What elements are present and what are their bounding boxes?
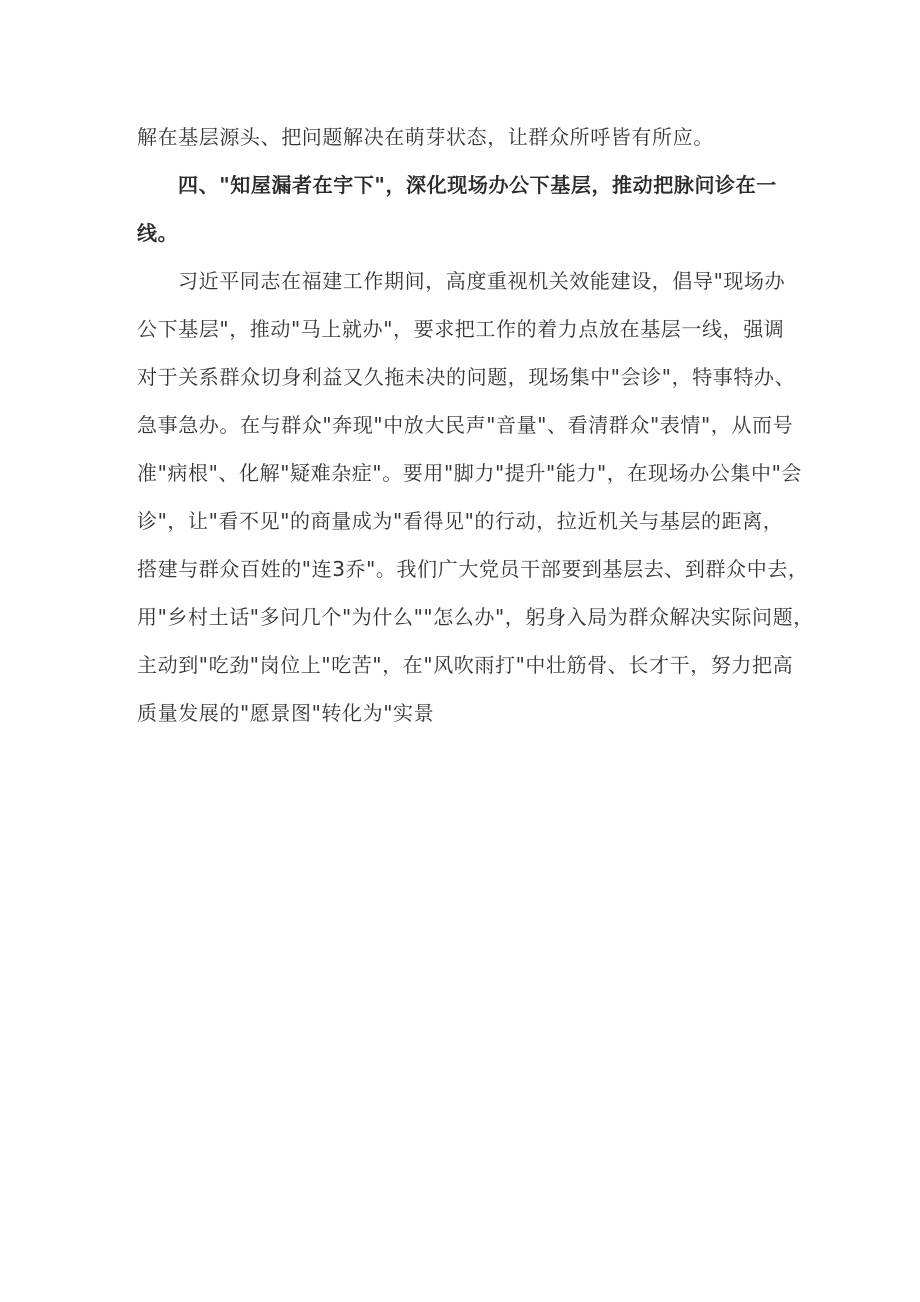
heading-line: 线。 <box>137 221 179 245</box>
body-paragraph <box>137 257 814 737</box>
paragraph-line: 对于关系群众切身利益又久拖未决的问题，现场集中"会诊"，特事特办、 <box>137 365 796 389</box>
paragraph-line: 质量发展的"愿景图"转化为"实景 <box>137 701 435 725</box>
paragraph-line: 解在基层源头、把问题解决在萌芽状态，让群众所呼皆有所应。 <box>137 125 714 149</box>
paragraph-line: 公下基层"，推动"马上就办"，要求把工作的着力点放在基层一线，强调 <box>137 317 785 341</box>
paragraph-line: 诊"，让"看不见"的商量成为"看得见"的行动，拉近机关与基层的距离， <box>137 509 784 533</box>
paragraph-line: 急事急办。在与群众"奔现"中放大民声"音量"、看清群众"表情"，从而号 <box>137 413 794 437</box>
paragraph-line: 主动到"吃劲"岗位上"吃苦"，在"风吹雨打"中壮筋骨、长才干，努力把高 <box>137 653 794 677</box>
heading-line: 四、"知屋漏者在宇下"，深化现场办公下基层，推动把脉问诊在一 <box>178 173 777 197</box>
section-heading <box>137 161 787 257</box>
paragraph-line: 习近平同志在福建工作期间，高度重视机关效能建设，倡导"现场办 <box>178 269 786 293</box>
previous-paragraph-tail <box>137 113 787 161</box>
paragraph-line: 搭建与群众百姓的"连3乔"。我们广大党员干部要到基层去、到群众中去， <box>137 557 809 581</box>
paragraph-line: 准"病根"、化解"疑难杂症"。要用"脚力"提升"能力"，在现场办公集中"会 <box>137 461 802 485</box>
paragraph-line: 用"乡村土话"多问几个"为什么""怎么办"，躬身入局为群众解决实际问题， <box>137 605 814 629</box>
